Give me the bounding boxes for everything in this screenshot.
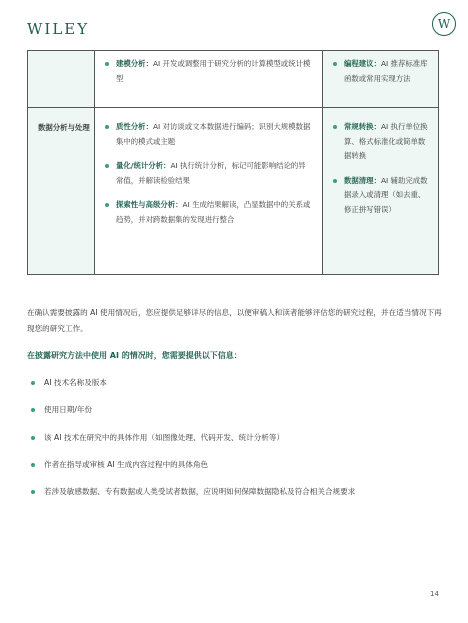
- section-heading: 在披露研究方法中使用 AI 的情况时，您需要提供以下信息：: [27, 351, 242, 360]
- requirements-list: [27, 376, 447, 512]
- item-text: 使用日期/年份: [44, 405, 93, 415]
- examples-cell-right: [323, 108, 439, 275]
- bullet-icon: [333, 125, 337, 129]
- wiley-logo: WILEY: [27, 20, 90, 38]
- wiley-mark-letter: W: [437, 17, 451, 31]
- bullet-icon: [105, 203, 109, 207]
- item-text: AI 开发或调整用于研究分析的计算模型或统计模型: [116, 59, 311, 83]
- list-item: [331, 120, 432, 164]
- row-label-cell: [28, 51, 95, 108]
- bullet-icon: [31, 490, 35, 494]
- item-text: 作者在指导或审核 AI 生成内容过程中的具体角色: [44, 459, 209, 469]
- list-item: [27, 458, 447, 485]
- list-item: [103, 198, 312, 227]
- table-row: [28, 51, 439, 108]
- list-item: [331, 57, 432, 86]
- item-text: AI 辅助完成数据录入或清理（如去重、修正拼写错误）: [344, 175, 428, 214]
- list-item: [103, 159, 312, 188]
- item-text: 若涉及敏感数据、专有数据或人类受试者数据，应说明如何保障数据隐私及符合相关合规要求: [44, 487, 356, 497]
- bullet-icon: [31, 463, 35, 467]
- item-text: AI 对访谈或文本数据进行编码；识别大规模数据集中的模式或主题: [116, 122, 311, 146]
- item-text: AI 生成结果解读，凸显数据中的关系或趋势，并对跨数据集的发现进行整合: [116, 200, 311, 224]
- bullet-icon: [333, 62, 337, 66]
- item-text: AI 推荐标准库函数或常用实现方法: [344, 59, 428, 83]
- examples-cell-right: [323, 51, 439, 108]
- item-text: AI 执行单位换算、格式标准化或简单数据转换: [344, 122, 428, 160]
- table-row: [28, 108, 439, 275]
- item-text: AI 执行统计分析，标记可能影响结论的异常值，并解读检验结果: [116, 161, 306, 185]
- page-number: 14: [430, 590, 439, 598]
- examples-cell: [95, 51, 323, 108]
- list-item: [103, 57, 312, 86]
- item-keyword: 探索性与高级分析：: [116, 200, 183, 209]
- item-keyword: 量化/统计分析：: [116, 161, 171, 170]
- wiley-mark-icon: [432, 12, 456, 36]
- item-text: 该 AI 技术在研究中的具体作用（如图像处理、代码开发、统计分析等）: [44, 432, 285, 442]
- bullet-icon: [105, 62, 109, 66]
- bullet-icon: [31, 381, 35, 385]
- list-item: [331, 174, 432, 218]
- item-keyword: 编程建议：: [344, 59, 381, 68]
- examples-cell: [95, 108, 323, 275]
- item-keyword: 建模分析：: [116, 59, 153, 68]
- row-label-cell: 数据分析与处理: [28, 108, 95, 275]
- bullet-icon: [105, 125, 109, 129]
- list-item: [27, 431, 447, 458]
- list-item: [27, 485, 447, 512]
- item-keyword: 质性分析：: [116, 122, 153, 131]
- bullet-icon: [31, 436, 35, 440]
- item-keyword: 常规转换：: [344, 122, 381, 131]
- list-item: [27, 403, 447, 430]
- bullet-icon: [333, 179, 337, 183]
- list-item: [103, 120, 312, 149]
- list-item: [27, 376, 447, 403]
- item-keyword: 数据清理：: [344, 175, 381, 185]
- disclosure-paragraph: 在确认需要披露的 AI 使用情况后，您应提供足够详尽的信息，以便审稿人和读者能够评估您的研究过程，并在适当情况下再现您的研究工作。: [27, 308, 442, 333]
- bullet-icon: [31, 408, 35, 412]
- bullet-icon: [105, 164, 109, 168]
- item-text: AI 技术名称及版本: [44, 378, 108, 387]
- ai-use-table: [27, 50, 439, 275]
